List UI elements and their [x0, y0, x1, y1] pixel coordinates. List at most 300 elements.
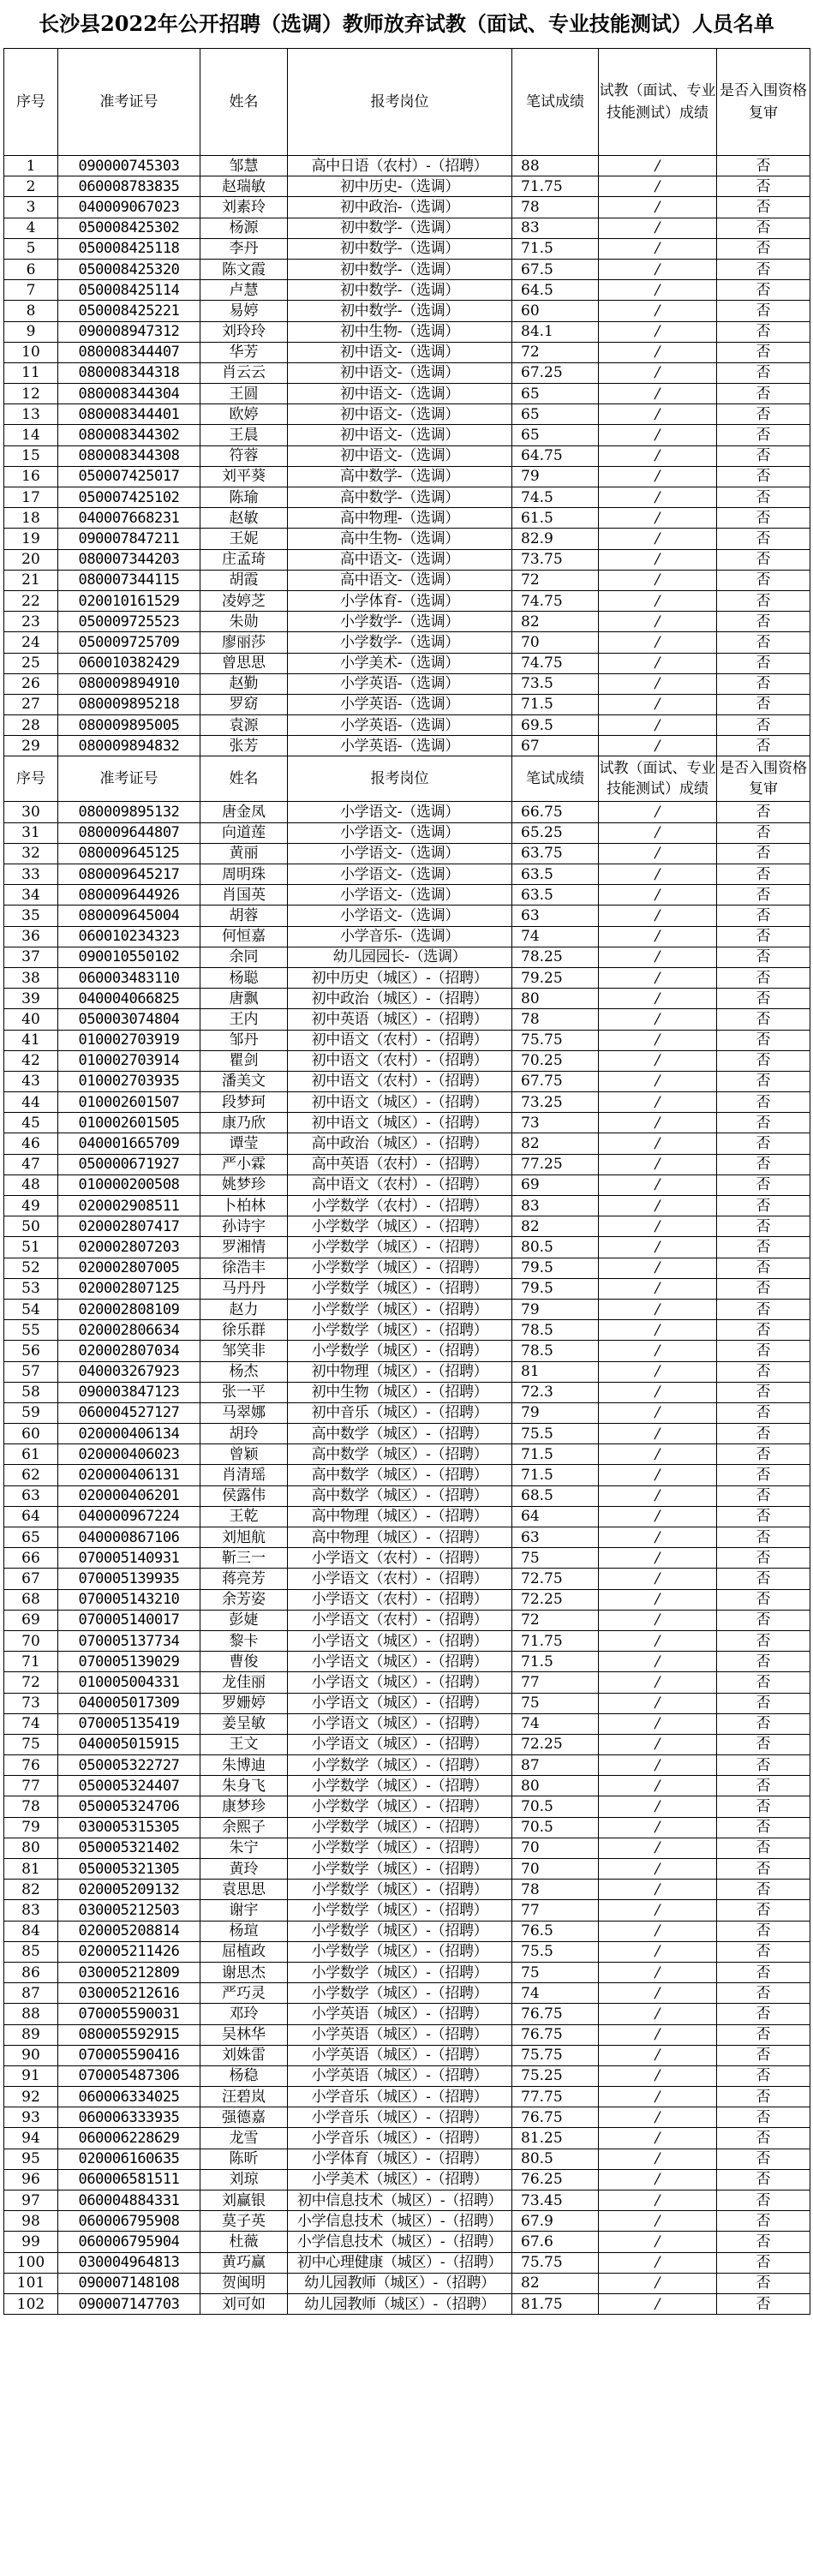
cell-col-name: 邓玲	[200, 2004, 288, 2024]
cell-col-index: 1	[4, 156, 58, 176]
table-row	[4, 802, 810, 822]
cell-col-interview-score: /	[599, 1838, 717, 1858]
cell-col-qualified: 否	[717, 1154, 810, 1174]
cell-col-index: 38	[4, 967, 58, 988]
cell-col-interview-score: /	[599, 1900, 717, 1921]
cell-col-post: 初中语文-（选调）	[288, 445, 512, 466]
table-row	[4, 1465, 810, 1485]
cell-col-name: 谭莹	[200, 1133, 288, 1154]
cell-col-written-score: 77	[512, 1672, 599, 1693]
cell-col-qualified: 否	[717, 1693, 810, 1713]
cell-col-index: 16	[4, 466, 58, 487]
table-row	[4, 2128, 810, 2149]
cell-col-name: 龙佳丽	[200, 1672, 288, 1693]
cell-col-written-score: 76.75	[512, 2004, 599, 2024]
cell-col-name: 王圆	[200, 384, 288, 404]
cell-col-exam-id: 080008344401	[58, 404, 200, 425]
cell-col-written-score: 73.75	[512, 549, 599, 570]
cell-col-post: 小学英语（城区）-（招聘）	[288, 2024, 512, 2045]
cell-col-written-score: 70	[512, 1859, 599, 1880]
table-row	[4, 280, 810, 301]
cell-col-interview-score: /	[599, 1652, 717, 1672]
table-row	[4, 1216, 810, 1237]
cell-col-exam-id: 060006795908	[58, 2211, 200, 2232]
cell-col-index: 100	[4, 2252, 58, 2273]
table-row	[4, 1299, 810, 1319]
table-row	[4, 1506, 810, 1527]
cell-col-interview-score: /	[599, 508, 717, 529]
cell-col-index: 69	[4, 1610, 58, 1630]
cell-col-exam-id: 080007344115	[58, 570, 200, 590]
cell-col-written-score: 75.5	[512, 1941, 599, 1962]
cell-col-exam-id: 020005209132	[58, 1880, 200, 1900]
cell-col-qualified: 否	[717, 2211, 810, 2232]
cell-col-post: 小学音乐（城区）-（招聘）	[288, 2087, 512, 2107]
cell-col-index: 101	[4, 2273, 58, 2293]
table-row	[4, 445, 810, 466]
cell-col-name: 刘旭航	[200, 1527, 288, 1548]
cell-col-qualified: 否	[717, 947, 810, 967]
cell-col-written-score: 64.5	[512, 280, 599, 301]
cell-col-post: 小学数学（城区）-（招聘）	[288, 1299, 512, 1319]
cell-col-interview-score: /	[599, 404, 717, 425]
cell-col-post: 小学语文-（选调）	[288, 905, 512, 926]
cell-col-qualified: 否	[717, 156, 810, 176]
cell-col-written-score: 83	[512, 218, 599, 238]
cell-col-exam-id: 060006228629	[58, 2128, 200, 2149]
cell-col-index: 83	[4, 1900, 58, 1921]
page-title: 长沙县2022年公开招聘（选调）教师放弃试教（面试、专业技能测试）人员名单	[39, 11, 774, 36]
cell-col-written-score: 63.5	[512, 885, 599, 905]
cell-col-index: 62	[4, 1465, 58, 1485]
table-row	[4, 1237, 810, 1258]
cell-col-qualified: 否	[717, 2045, 810, 2065]
cell-col-exam-id: 040001665709	[58, 1133, 200, 1154]
cell-col-qualified: 否	[717, 673, 810, 694]
cell-col-name: 唐金凤	[200, 802, 288, 822]
cell-col-name: 曾思思	[200, 653, 288, 673]
table-row	[4, 1341, 810, 1361]
cell-col-qualified: 否	[717, 1630, 810, 1651]
cell-col-qualified: 否	[717, 2024, 810, 2045]
cell-col-name: 刘玲玲	[200, 321, 288, 342]
cell-col-name: 徐乐群	[200, 1320, 288, 1341]
table-row	[4, 2252, 810, 2273]
cell-col-post: 小学数学-（选调）	[288, 612, 512, 632]
cell-col-exam-id: 020002807417	[58, 1216, 200, 1237]
cell-col-written-score: 70.5	[512, 1796, 599, 1817]
cell-col-name: 余芳姿	[200, 1589, 288, 1610]
cell-col-index: 36	[4, 926, 58, 947]
cell-col-post: 初中语文-（选调）	[288, 425, 512, 445]
cell-col-exam-id: 070005140931	[58, 1548, 200, 1569]
cell-col-interview-score: /	[599, 1133, 717, 1154]
cell-col-index: 80	[4, 1838, 58, 1858]
cell-col-post: 小学英语-（选调）	[288, 673, 512, 694]
cell-col-interview-score: /	[599, 1485, 717, 1506]
cell-col-qualified: 否	[717, 1092, 810, 1113]
cell-col-exam-id: 010000200508	[58, 1174, 200, 1195]
cell-col-interview-score: /	[599, 1693, 717, 1713]
cell-col-written-score: 65	[512, 404, 599, 425]
cell-col-post: 小学英语（城区）-（招聘）	[288, 2065, 512, 2086]
cell-col-qualified: 否	[717, 1983, 810, 2004]
cell-col-name: 谢思杰	[200, 1962, 288, 1982]
cell-col-name: 朱身飞	[200, 1776, 288, 1796]
cell-col-post: 小学数学（城区）-（招聘）	[288, 1341, 512, 1361]
cell-col-name: 刘赢银	[200, 2190, 288, 2211]
cell-col-index: 92	[4, 2087, 58, 2107]
cell-col-index: 33	[4, 864, 58, 885]
cell-col-exam-id: 050005321305	[58, 1859, 200, 1880]
cell-col-name: 李丹	[200, 238, 288, 259]
cell-col-exam-id: 030004964813	[58, 2252, 200, 2273]
cell-col-post: 初中生物-（选调）	[288, 321, 512, 342]
cell-col-index: 90	[4, 2045, 58, 2065]
table-row	[4, 1009, 810, 1030]
table-row	[4, 1610, 810, 1630]
cell-col-interview-score: /	[599, 1983, 717, 2004]
cell-col-qualified: 否	[717, 1196, 810, 1216]
cell-col-exam-id: 080008344302	[58, 425, 200, 445]
cell-col-post: 初中数学-（选调）	[288, 238, 512, 259]
cell-col-exam-id: 020002806634	[58, 1320, 200, 1341]
cell-col-written-score: 67.75	[512, 1071, 599, 1091]
cell-col-qualified: 否	[717, 1216, 810, 1237]
cell-col-index: 76	[4, 1755, 58, 1776]
cell-col-name: 向道莲	[200, 822, 288, 843]
cell-col-post: 小学语文-（选调）	[288, 802, 512, 822]
table-row	[4, 384, 810, 404]
cell-col-index: 102	[4, 2293, 58, 2314]
cell-col-qualified: 否	[717, 549, 810, 570]
cell-col-index: 99	[4, 2232, 58, 2252]
cell-col-qualified: 否	[717, 342, 810, 362]
cell-col-qualified: 否	[717, 2169, 810, 2190]
cell-col-exam-id: 050007425102	[58, 487, 200, 508]
cell-col-written-score: 80.5	[512, 2149, 599, 2169]
cell-col-name: 王妮	[200, 529, 288, 549]
cell-col-index: 82	[4, 1880, 58, 1900]
table-row	[4, 2190, 810, 2211]
cell-col-interview-score: /	[599, 905, 717, 926]
cell-col-exam-id: 070005135419	[58, 1713, 200, 1734]
cell-col-post: 小学数学（农村）-（招聘）	[288, 1196, 512, 1216]
cell-col-exam-id: 080005592915	[58, 2024, 200, 2045]
cell-col-index: 98	[4, 2211, 58, 2232]
cell-col-interview-score: /	[599, 280, 717, 301]
cell-col-index: 78	[4, 1796, 58, 1817]
cell-col-post: 高中语文（农村）-（招聘）	[288, 1174, 512, 1195]
cell-col-exam-id: 050008425302	[58, 218, 200, 238]
cell-col-qualified: 否	[717, 1962, 810, 1982]
cell-col-index: 88	[4, 2004, 58, 2024]
cell-col-written-score: 67.6	[512, 2232, 599, 2252]
table-row	[4, 1983, 810, 2004]
cell-col-name: 胡玲	[200, 1424, 288, 1444]
cell-col-index: 11	[4, 362, 58, 383]
table-body	[4, 49, 810, 2315]
cell-col-written-score: 81.75	[512, 2293, 599, 2314]
cell-col-qualified: 否	[717, 445, 810, 466]
cell-col-qualified: 否	[717, 2293, 810, 2314]
cell-col-interview-score: /	[599, 1278, 717, 1299]
table-row	[4, 176, 810, 197]
cell-col-post: 小学数学（城区）-（招聘）	[288, 1755, 512, 1776]
cell-col-interview-score: /	[599, 1299, 717, 1319]
cell-col-qualified: 否	[717, 1838, 810, 1858]
cell-col-index: 77	[4, 1776, 58, 1796]
cell-col-qualified: 否	[717, 1050, 810, 1071]
table-row	[4, 2273, 810, 2293]
cell-col-post: 小学数学（城区）-（招聘）	[288, 1237, 512, 1258]
cell-col-name: 卢慧	[200, 280, 288, 301]
cell-col-written-score: 70.5	[512, 1817, 599, 1838]
cell-col-post: 幼儿园园长-（选调）	[288, 947, 512, 967]
cell-col-written-score: 87	[512, 1755, 599, 1776]
cell-col-name: 孙诗宇	[200, 1216, 288, 1237]
cell-col-index: 5	[4, 238, 58, 259]
cell-col-post: 初中信息技术（城区）-（招聘）	[288, 2190, 512, 2211]
cell-col-index: 7	[4, 280, 58, 301]
cell-col-name: 凌婷芝	[200, 590, 288, 611]
cell-col-index: 45	[4, 1113, 58, 1133]
cell-col-index: 48	[4, 1174, 58, 1195]
cell-col-post: 小学美术-（选调）	[288, 653, 512, 673]
cell-col-exam-id: 070005590416	[58, 2045, 200, 2065]
cell-col-name: 肖云云	[200, 362, 288, 383]
cell-col-written-score: 67.5	[512, 259, 599, 279]
cell-col-index: 64	[4, 1506, 58, 1527]
cell-col-qualified: 否	[717, 2232, 810, 2252]
cell-col-written-score: 70	[512, 632, 599, 653]
cell-col-name: 刘姝雷	[200, 2045, 288, 2065]
cell-col-post: 小学数学（城区）-（招聘）	[288, 1900, 512, 1921]
cell-col-qualified: 否	[717, 1796, 810, 1817]
cell-col-index: 91	[4, 2065, 58, 2086]
cell-col-qualified: 否	[717, 466, 810, 487]
cell-col-post: 小学数学（城区）-（招聘）	[288, 1796, 512, 1817]
table-row	[4, 1838, 810, 1858]
cell-col-interview-score: /	[599, 715, 717, 736]
cell-col-written-score: 72.3	[512, 1382, 599, 1402]
table-row	[4, 1796, 810, 1817]
cell-col-index: 30	[4, 802, 58, 822]
candidate-table	[3, 48, 810, 2315]
cell-col-index: 53	[4, 1278, 58, 1299]
cell-col-interview-score: /	[599, 1113, 717, 1133]
cell-col-qualified: 否	[717, 1402, 810, 1423]
cell-col-name: 曹俊	[200, 1652, 288, 1672]
cell-col-qualified: 否	[717, 1361, 810, 1382]
cell-col-qualified: 否	[717, 1652, 810, 1672]
table-row	[4, 1921, 810, 1941]
cell-col-interview-score: /	[599, 362, 717, 383]
cell-col-index: 20	[4, 549, 58, 570]
table-row	[4, 673, 810, 694]
cell-col-post: 初中数学-（选调）	[288, 259, 512, 279]
cell-col-qualified: 否	[717, 967, 810, 988]
cell-col-index: 71	[4, 1652, 58, 1672]
cell-col-exam-id: 060003483110	[58, 967, 200, 988]
table-row	[4, 1424, 810, 1444]
table-row	[4, 1776, 810, 1796]
table-row	[4, 1652, 810, 1672]
cell-col-qualified: 否	[717, 632, 810, 653]
cell-col-index: 54	[4, 1299, 58, 1319]
cell-col-index: 50	[4, 1216, 58, 1237]
cell-col-qualified: 否	[717, 926, 810, 947]
table-row	[4, 1485, 810, 1506]
cell-col-index: 8	[4, 301, 58, 321]
table-header-row	[4, 756, 810, 802]
cell-col-name: 袁思思	[200, 1880, 288, 1900]
cell-col-name: 袁源	[200, 715, 288, 736]
cell-col-interview-score: /	[599, 802, 717, 822]
cell-col-name: 屈植政	[200, 1941, 288, 1962]
table-row	[4, 1196, 810, 1216]
cell-col-written-score: 71.75	[512, 176, 599, 197]
cell-col-post: 小学音乐（城区）-（招聘）	[288, 2107, 512, 2128]
cell-col-interview-score: /	[599, 885, 717, 905]
cell-col-qualified: 否	[717, 1030, 810, 1050]
cell-col-exam-id: 050008425221	[58, 301, 200, 321]
cell-col-post: 初中音乐（城区）-（招聘）	[288, 1402, 512, 1423]
cell-col-post: 小学数学（城区）-（招聘）	[288, 1962, 512, 1982]
cell-col-post: 高中物理（城区）-（招聘）	[288, 1527, 512, 1548]
cell-col-qualified: 否	[717, 1610, 810, 1630]
cell-col-post: 小学音乐（城区）-（招聘）	[288, 2128, 512, 2149]
cell-col-qualified: 否	[717, 508, 810, 529]
cell-col-interview-score: /	[599, 1361, 717, 1382]
table-row	[4, 1092, 810, 1113]
cell-col-written-score: 75.5	[512, 1424, 599, 1444]
table-row	[4, 1693, 810, 1713]
table-row	[4, 1030, 810, 1050]
table-row	[4, 1320, 810, 1341]
cell-col-exam-id: 080008344304	[58, 384, 200, 404]
cell-col-written-score: 67.9	[512, 2211, 599, 2232]
cell-col-exam-id: 070005137734	[58, 1630, 200, 1651]
cell-col-exam-id: 050005321402	[58, 1838, 200, 1858]
cell-col-post: 小学语文（城区）-（招聘）	[288, 1734, 512, 1754]
cell-col-interview-score: /	[599, 1506, 717, 1527]
cell-col-qualified: 否	[717, 1320, 810, 1341]
cell-col-post: 初中心理健康（城区）-（招聘）	[288, 2252, 512, 2273]
table-row	[4, 529, 810, 549]
cell-col-post: 高中日语（农村）-（招聘）	[288, 156, 512, 176]
cell-col-exam-id: 020000406201	[58, 1485, 200, 1506]
cell-col-exam-id: 010002601507	[58, 1092, 200, 1113]
table-row	[4, 487, 810, 508]
cell-col-exam-id: 080008344407	[58, 342, 200, 362]
cell-col-written-score: 79.25	[512, 967, 599, 988]
cell-col-interview-score: /	[599, 2087, 717, 2107]
cell-col-interview-score: /	[599, 864, 717, 885]
cell-col-name: 刘琼	[200, 2169, 288, 2190]
cell-col-exam-id: 020002908511	[58, 1196, 200, 1216]
cell-col-name: 汪碧岚	[200, 2087, 288, 2107]
table-row	[4, 2149, 810, 2169]
cell-col-written-score: 65	[512, 425, 599, 445]
cell-col-index: 6	[4, 259, 58, 279]
cell-col-name: 马丹丹	[200, 1278, 288, 1299]
cell-col-index: 72	[4, 1672, 58, 1693]
table-row	[4, 967, 810, 988]
cell-col-written-score: 71.5	[512, 1444, 599, 1465]
cell-col-written-score: 79	[512, 466, 599, 487]
cell-col-name: 杨杰	[200, 1361, 288, 1382]
table-row	[4, 1113, 810, 1133]
cell-col-index: 66	[4, 1548, 58, 1569]
cell-col-post: 初中语文-（选调）	[288, 362, 512, 383]
cell-col-exam-id: 080008344318	[58, 362, 200, 383]
cell-col-written-score: 71.5	[512, 1652, 599, 1672]
cell-col-exam-id: 050008425118	[58, 238, 200, 259]
cell-col-written-score: 73.45	[512, 2190, 599, 2211]
cell-col-exam-id: 090007148108	[58, 2273, 200, 2293]
cell-col-written-score: 81.25	[512, 2128, 599, 2149]
cell-col-index: 65	[4, 1527, 58, 1548]
cell-col-interview-score: /	[599, 2004, 717, 2024]
cell-col-written-score: 64.75	[512, 445, 599, 466]
cell-col-post: 高中语文-（选调）	[288, 570, 512, 590]
table-row	[4, 156, 810, 176]
cell-col-exam-id: 030005212616	[58, 1983, 200, 2004]
cell-col-post: 小学信息技术（城区）-（招聘）	[288, 2211, 512, 2232]
cell-col-interview-score: /	[599, 843, 717, 864]
cell-col-interview-score: /	[599, 342, 717, 362]
cell-col-interview-score: /	[599, 1154, 717, 1174]
table-row	[4, 2024, 810, 2045]
cell-col-qualified: 否	[717, 384, 810, 404]
cell-col-index: 95	[4, 2149, 58, 2169]
cell-col-written-score: 67	[512, 736, 599, 756]
cell-col-written-score: 65	[512, 384, 599, 404]
cell-col-index: 68	[4, 1589, 58, 1610]
cell-col-interview-score: /	[599, 2293, 717, 2314]
cell-col-post: 小学英语（城区）-（招聘）	[288, 2045, 512, 2065]
cell-col-exam-id: 040007668231	[58, 508, 200, 529]
table-row	[4, 926, 810, 947]
cell-col-index: 35	[4, 905, 58, 926]
cell-col-written-score: 65.25	[512, 822, 599, 843]
cell-col-qualified: 否	[717, 2107, 810, 2128]
table-row	[4, 466, 810, 487]
cell-col-post: 小学数学（城区）-（招聘）	[288, 1278, 512, 1299]
cell-col-interview-score: /	[599, 1755, 717, 1776]
cell-col-interview-score: /	[599, 2149, 717, 2169]
cell-col-qualified: 否	[717, 653, 810, 673]
cell-col-post: 小学数学（城区）-（招聘）	[288, 1838, 512, 1858]
cell-col-written-score: 82	[512, 1216, 599, 1237]
cell-col-index: 97	[4, 2190, 58, 2211]
cell-col-name: 胡蓉	[200, 905, 288, 926]
cell-col-index: 63	[4, 1485, 58, 1506]
cell-col-interview-score: /	[599, 1424, 717, 1444]
cell-col-exam-id: 050008425114	[58, 280, 200, 301]
cell-col-exam-id: 050003074804	[58, 1009, 200, 1030]
table-row	[4, 1174, 810, 1195]
cell-col-post: 小学英语-（选调）	[288, 715, 512, 736]
table-row	[4, 425, 810, 445]
cell-col-index: 27	[4, 694, 58, 714]
header-col-exam-id: 准考证号	[58, 49, 200, 156]
cell-col-interview-score: /	[599, 947, 717, 967]
cell-col-index: 34	[4, 885, 58, 905]
cell-col-exam-id: 020002807005	[58, 1258, 200, 1278]
header-col-name: 姓名	[200, 756, 288, 802]
